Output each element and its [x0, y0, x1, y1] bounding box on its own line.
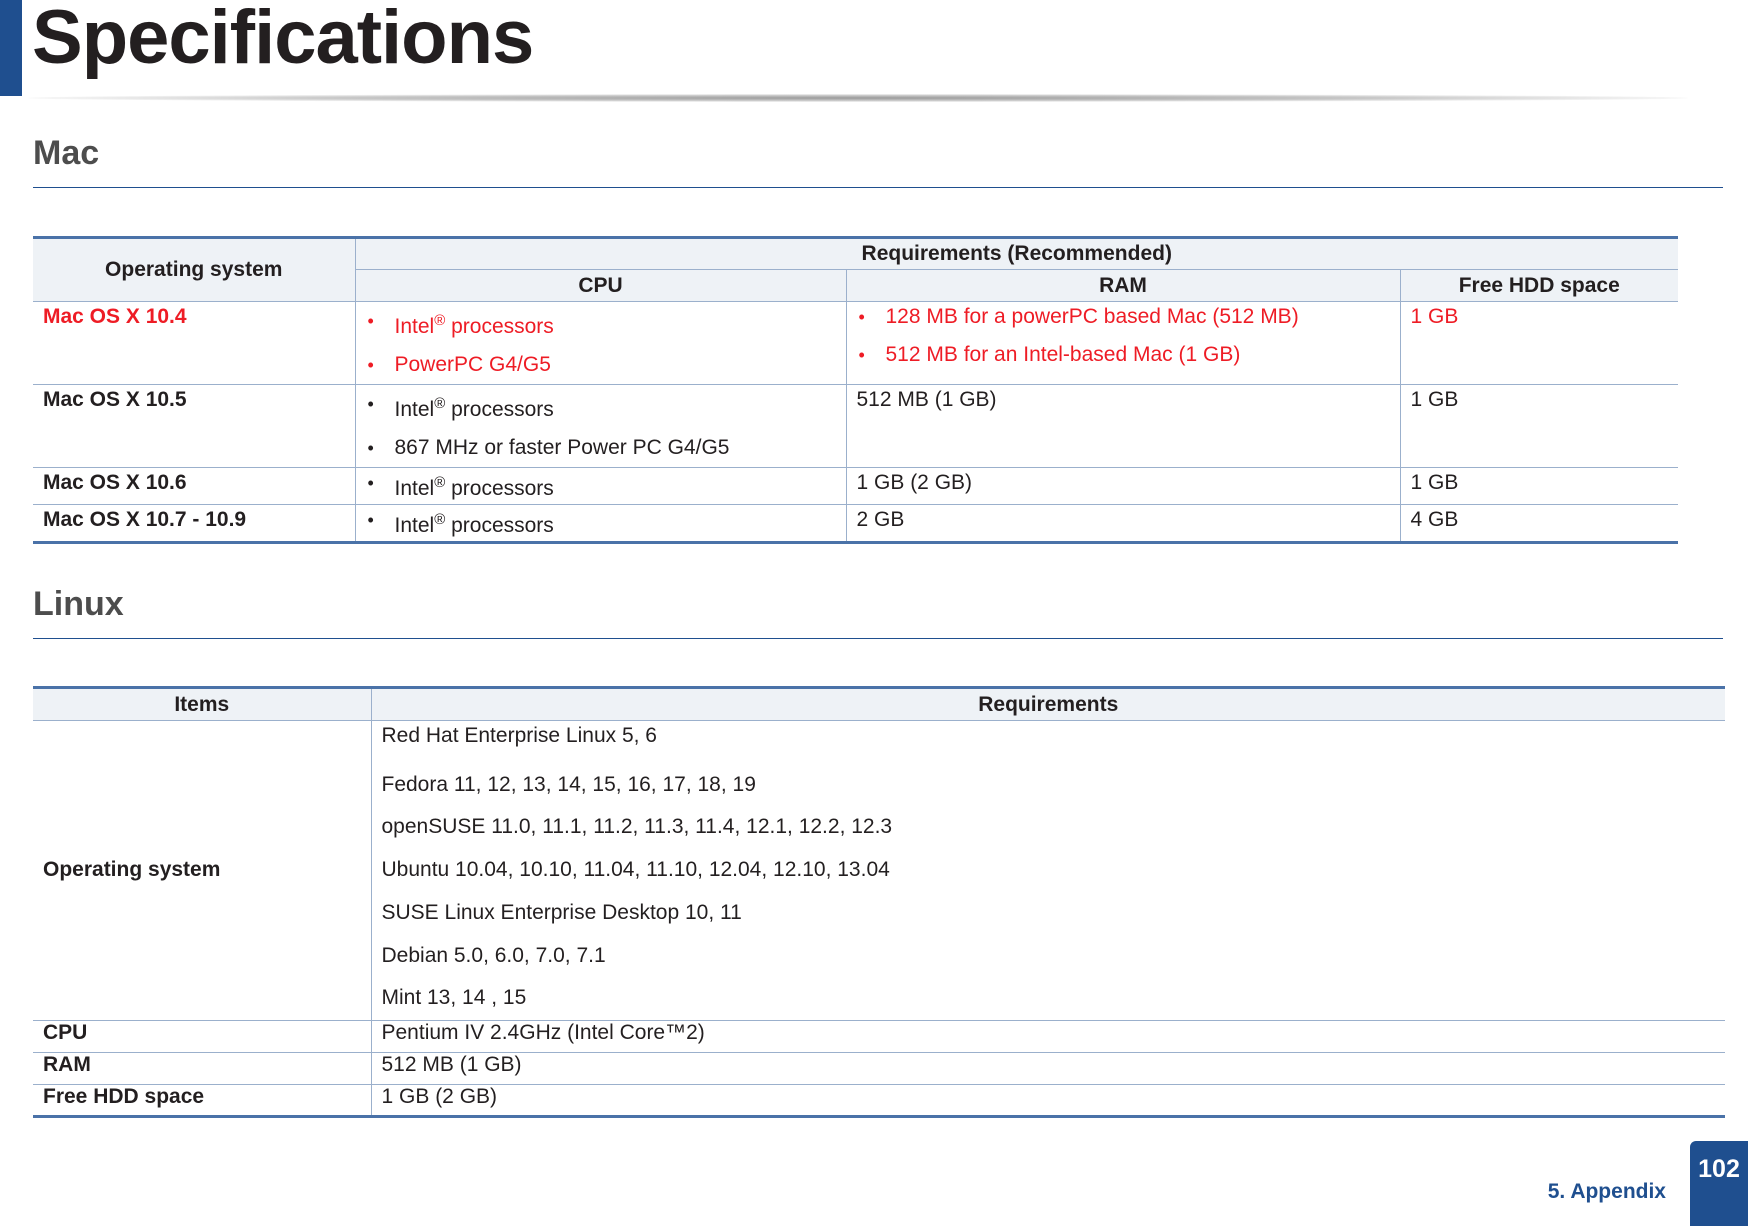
mac-requirements-table [33, 236, 1678, 544]
page-title: Specifications [32, 0, 534, 80]
hdd-value: 1 GB [1410, 471, 1459, 494]
list-item: • Intel® processors [366, 505, 836, 541]
list-item: • 128 MB for a powerPC based Mac (512 MB) [857, 298, 1390, 336]
ram-list [857, 298, 1390, 374]
requirement-value: 512 MB (1 GB) [371, 1052, 1725, 1084]
table-row [33, 721, 1725, 1021]
hdd-value: 4 GB [1410, 508, 1459, 531]
ram-value: 512 MB (1 GB) [856, 388, 997, 411]
list-item: • Intel® processors [366, 468, 836, 504]
list-item: • PowerPC G4/G5 [366, 346, 836, 384]
table-row [33, 1020, 1725, 1052]
os-entry: Debian 5.0, 6.0, 7.0, 7.1 [381, 943, 606, 967]
list-item: • 512 MB for an Intel-based Mac (1 GB) [857, 336, 1390, 374]
mac-section-heading: Mac [33, 134, 100, 172]
os-name: Mac OS X 10.6 [43, 471, 187, 494]
linux-section-divider [33, 638, 1723, 639]
header-items: Items [33, 688, 371, 721]
header-ram: RAM [846, 270, 1400, 302]
cpu-list [366, 302, 836, 384]
linux-section-heading: Linux [33, 585, 124, 623]
list-item: • Intel® processors [366, 385, 836, 429]
cpu-list [366, 505, 836, 541]
os-entry: Red Hat Enterprise Linux 5, 6 [381, 724, 657, 747]
item-label: Operating system [33, 721, 371, 1021]
item-label: CPU [33, 1020, 371, 1052]
cpu-list [366, 385, 836, 467]
table-row [33, 1084, 1725, 1116]
title-accent-bar [0, 0, 22, 96]
os-name: Mac OS X 10.5 [43, 388, 187, 411]
os-entry: SUSE Linux Enterprise Desktop 10, 11 [381, 900, 742, 924]
table-row [33, 505, 1678, 543]
header-requirements: Requirements [371, 688, 1725, 721]
title-divider [28, 94, 1688, 102]
ram-value: 1 GB (2 GB) [856, 471, 973, 494]
cpu-list [366, 468, 836, 504]
os-entry: Ubuntu 10.04, 10.10, 11.04, 11.10, 12.04, 12.10, 13.04 [381, 858, 890, 882]
os-name: Mac OS X 10.7 - 10.9 [43, 508, 247, 531]
requirement-value: Pentium IV 2.4GHz (Intel Core™2) [371, 1020, 1725, 1052]
header-requirements: Requirements (Recommended) [355, 238, 1678, 270]
os-entry: openSUSE 11.0, 11.1, 11.2, 11.3, 11.4, 12.1, 12.2, 12.3 [381, 815, 893, 839]
os-name: Mac OS X 10.4 [43, 305, 187, 328]
header-hdd: Free HDD space [1400, 270, 1678, 302]
ram-value: 2 GB [856, 508, 905, 531]
table-row [33, 385, 1678, 468]
table-row [33, 1052, 1725, 1084]
linux-requirements-table [33, 686, 1725, 1118]
list-item: • Intel® processors [366, 302, 836, 346]
os-entry: Fedora 11, 12, 13, 14, 15, 16, 17, 18, 19 [381, 772, 756, 796]
list-item: • 867 MHz or faster Power PC G4/G5 [366, 429, 836, 467]
hdd-value: 1 GB [1410, 305, 1459, 328]
os-entry: Mint 13, 14 , 15 [381, 986, 527, 1010]
page-number-tab: 102 [1690, 1141, 1748, 1226]
footer-section-label: 5. Appendix [1547, 1180, 1666, 1203]
item-label: RAM [33, 1052, 371, 1084]
hdd-value: 1 GB [1410, 388, 1459, 411]
header-cpu: CPU [355, 270, 846, 302]
item-label: Free HDD space [33, 1084, 371, 1116]
mac-section-divider [33, 187, 1723, 188]
requirement-value: 1 GB (2 GB) [371, 1084, 1725, 1116]
table-row [33, 302, 1678, 385]
header-operating-system: Operating system [33, 238, 355, 302]
table-row [33, 468, 1678, 505]
